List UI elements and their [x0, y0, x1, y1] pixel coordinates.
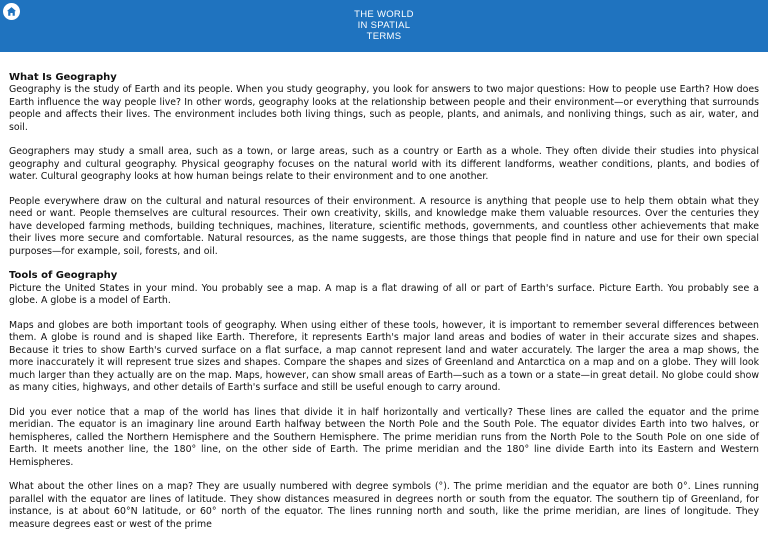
app-header	[0, 0, 768, 52]
paragraph: Maps and globes are both important tools of geography. When using either of these tools, however, it is important to remember several differences between them. A globe is round and is shaped like Earth. Therefore, it represents Earth's major land areas and bodies of water in their accurate sizes and shapes. Because it tries to show Earth's curved surface on a flat surface, a map cannot represent land and water accurately. The larger the area a map shows, the more inaccurately it will represent true sizes and shapes. Compare the shapes and sizes of Greenland and Antarctica on a map and on a globe. They will look much larger than they actually are on the map. Maps, however, can show small areas of Earth—such as a town or a state—in great detail. No globe could show as many cities, highways, and other details of Earth's surface and still be useful enough to carry around.	[9, 320, 759, 394]
paragraph: What about the other lines on a map? They are usually numbered with degree symbols (°). The prime meridian and the equator are both 0°. Lines running parallel with the equator are lines of latitude. They show distances measured in degrees north or south from the equator. The southern tip of Greenland, for instance, is at about 60°N latitude, or 60° north of the equator. The lines running north and south, like the prime meridian, are lines of longitude. They measure degrees east or west of the prime	[9, 481, 759, 530]
section-heading: What Is Geography	[9, 72, 117, 83]
page-title-line: TERMS	[366, 31, 402, 42]
paragraph: Geography is the study of Earth and its people. When you study geography, you look for answers to two major questions: How to people use Earth? How does Earth influence the way people live? In other words, geography looks at the relationship between people and their environment—or everything that surrounds people and affects their lives. The environment includes both living things, such as people, plants, and animals, and nonliving things, such as air, water, and soil.	[9, 84, 759, 133]
article-content	[9, 72, 759, 543]
paragraph: Did you ever notice that a map of the world has lines that divide it in half horizontally and vertically? These lines are called the equator and the prime meridian. The equator is an imaginary line around Earth halfway between the North Pole and the South Pole. The equator divides Earth into two halves, or hemispheres, called the Northern Hemisphere and the Southern Hemisphere. The prime meridian runs from the North Pole to the South Pole on one side of Earth. It meets another line, the 180° line, on the other side of Earth. The prime meridian and the 180° line divide Earth into its Eastern and Western Hemispheres.	[9, 406, 759, 468]
page-title-line: IN SPATIAL	[357, 20, 411, 31]
section-heading: Tools of Geography	[9, 270, 118, 282]
paragraph: People everywhere draw on the cultural and natural resources of their environment. A resource is anything that people use to help them obtain what they need or want. People themselves are cultural resources. Their own creativity, skills, and knowledge make them valuable resources. Over the centuries they have developed farming methods, building techniques, machines, literature, scientific methods, governments, and countless other achievements that make their lives more secure and comfortable. Natural resources, as the name suggests, are those things that people find in nature and use for their own special purposes—for example, soil, forests, and oil.	[9, 196, 759, 257]
page-title	[0, 9, 768, 42]
page-title-line: THE WORLD	[354, 9, 414, 20]
paragraph: Geographers may study a small area, such as a town, or large areas, such as a country or Earth as a whole. They often divide their studies into physical geography and cultural geography. Physical geography focuses on the natural world with its different landforms, weather conditions, plants, and bodies of water. Cultural geography looks at how human beings relate to their environment and to one another.	[9, 146, 759, 183]
paragraph: Picture the United States in your mind. You probably see a map. A map is a flat drawing of all or part of Earth's surface. Picture Earth. You probably see a globe. A globe is a model of Earth.	[9, 282, 759, 307]
